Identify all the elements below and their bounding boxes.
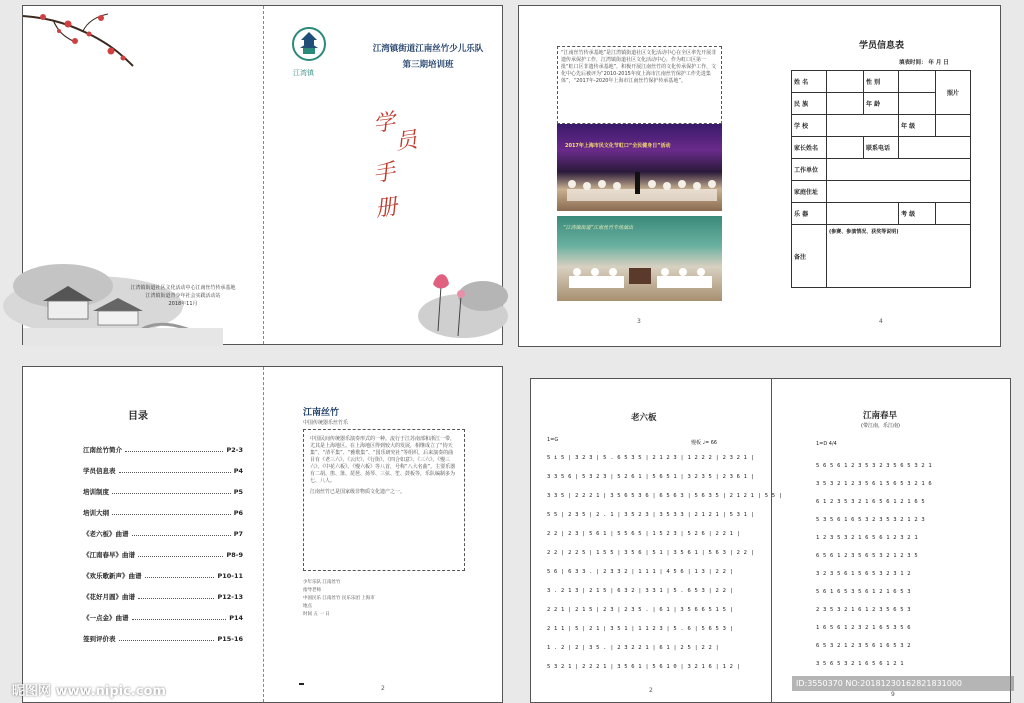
page-number-3: 3	[637, 318, 641, 325]
jiangnan-body: 中国民间传统器乐演奏形式的一种。流行于江苏南部和浙江一带，尤其是上海地区。在上海地区得到较大的发展，相继成立了“钧天集”、“清平集”、“雅歌集”、“国乐研究社”等组织，后来演奏的曲目有《老三六》、《云庆》、《行街》、《四合如意》、《三六》、《慢三六》、《中花六板》、《慢六板》等八首，号称“八大名曲”。主要乐器有二胡、笛、箫、琵琶、扬琴、三弦、笙、鼓板等，乐队编制多为七、八人。	[310, 436, 456, 484]
toc-item-page: P14	[229, 613, 243, 622]
footer-line-5: 时间 五 一 日	[303, 612, 330, 617]
score-line: 3 3 5 | 2 2 2 1 | 3 5 6 5 3 6 | 6 5 6 3 | 5 6 3 5 | 2 1 2 1 | 5 5 |	[547, 493, 783, 499]
toc-item-page: P8-9	[226, 550, 243, 559]
score-chun-subtitle: (带江南，乐江南)	[861, 423, 900, 429]
toc-leader-dots	[112, 510, 231, 515]
fill-time: 填表时间： 年 月 日	[899, 60, 949, 66]
toc-bottom-mark	[299, 683, 304, 685]
toc-leader-dots	[112, 489, 231, 494]
score-line: 6 5 3 2 1 2 3 5 6 1 6 5 3 2	[816, 643, 911, 649]
info-form-title: 学员信息表	[859, 41, 905, 51]
field-contact[interactable]	[899, 137, 971, 159]
toc-item[interactable]	[83, 529, 243, 538]
toc-item-label: 培训大纲	[83, 509, 109, 517]
score-line: 2 2 | 2 3 | 5 6 1 | 5 5 6 5 | 1 5 2 3 | 5 2 6 | 2 2 1 |	[547, 531, 741, 537]
performers	[557, 254, 722, 301]
concert-photo-1-banner: 2017年上海市民文化节虹口“全民健身日”活动	[565, 143, 671, 149]
field-parent-name[interactable]	[827, 137, 864, 159]
score-line: 5 6 | 6 3 3 . | 2 3 3 2 | 1 1 1 | 4 5 6 | 1 3 | 2 2 |	[547, 569, 734, 575]
concert-photo-1	[557, 124, 722, 211]
score-spread	[530, 378, 1011, 703]
page-number-chun: 9	[891, 691, 895, 698]
toc-item[interactable]	[83, 613, 243, 622]
cover-spread	[22, 5, 503, 345]
toc-item-page: P12-13	[217, 592, 243, 601]
toc-item-page: P2-3	[226, 445, 243, 454]
site-watermark: 昵图网 www.nipic.com	[12, 684, 166, 699]
score-line: 5 6 5 6 1 2 3 5 3 2 3 5 6 5 3 2 1	[816, 463, 932, 469]
cover-title-char-1: 学	[371, 109, 397, 138]
page-number-lao: 2	[649, 687, 653, 694]
label-remarks: 备注	[792, 225, 827, 288]
toc-leader-dots	[145, 573, 215, 578]
toc-item-page: P15-16	[217, 634, 243, 643]
cover-header-line1: 江湾镇街道江南丝竹少儿乐队	[372, 44, 484, 54]
label-work-unit: 工作单位	[792, 159, 827, 181]
cover-title-char-4: 册	[373, 194, 399, 223]
score-line: 3 2 3 5 6 1 5 6 5 3 2 3 1 2	[816, 571, 911, 577]
toc-item-page: P10-11	[217, 571, 243, 580]
score-line: 3 . 2 1 3 | 2 1 5 | 6 3 2 | 3 3 1 | 5 . 6 5 3 | 2 2 |	[547, 588, 734, 594]
score-line: 2 3 5 3 2 1 6 1 2 3 5 6 5 3	[816, 607, 911, 613]
toc-item-label: 《江南春早》曲谱	[83, 551, 135, 559]
page-number-4: 4	[879, 318, 883, 325]
toc-item-label: 培训制度	[83, 488, 109, 496]
fold-line	[263, 6, 264, 344]
toc-item-page: P5	[233, 487, 243, 496]
page-number-2: 2	[381, 685, 385, 692]
label-name: 姓 名	[792, 71, 827, 93]
toc-leader-dots	[138, 594, 214, 599]
toc-item-page: P4	[233, 466, 243, 475]
score-line: 2 2 1 | 2 1 5 | 2 3 | 2 3 5 . | 6 1 | 3 5 6 6 5 1 5 |	[547, 607, 734, 613]
toc-item[interactable]	[83, 487, 243, 496]
toc-leader-dots	[138, 552, 223, 557]
toc-leader-dots	[119, 468, 231, 473]
cover-title-char-3: 手	[371, 159, 397, 188]
toc-item-page: P7	[233, 529, 243, 538]
toc-spread	[22, 366, 503, 703]
label-parent-name: 家长姓名	[792, 137, 827, 159]
label-contact: 联系电话	[864, 137, 899, 159]
label-age: 年 龄	[864, 93, 899, 115]
field-grade[interactable]	[936, 115, 971, 137]
id-watermark: ID:3550370 NO:20181230162821831000	[792, 676, 1014, 691]
toc-item[interactable]	[83, 571, 243, 580]
score-line: 1 . 2 | 2 | 3 5 . | 2 3 2 2 1 | 6 1 | 2 5 | 2 2 |	[547, 645, 720, 651]
jiangnan-subtitle: 中国传统器乐丝竹乐	[303, 420, 349, 426]
cover-title-char-2: 员	[393, 127, 419, 156]
score-line: 3 3 5 6 | 5 3 2 3 | 5 2 6 1 | 5 6 5 1 | 3 2 3 5 | 2 3 6 1 |	[547, 474, 755, 480]
footer-line-3: 中国民乐 江南丝竹 民乐乐团 上海市	[303, 596, 375, 601]
label-grade: 年 级	[899, 115, 936, 137]
cover-org-line2: 江湾镇街道青少年社会实践活动站	[145, 293, 221, 299]
student-info-table	[791, 70, 971, 288]
score-line: 1 2 3 5 3 2 1 6 5 6 1 2 3 2 1	[816, 535, 918, 541]
score-line: 5 5 | 2 3 5 | 2 . 1 | 3 5 2 3 | 3 5 3 3 | 2 1 2 1 | 5 3 1 |	[547, 512, 755, 518]
label-gender: 性 别	[864, 71, 899, 93]
footer-line-4: 地点	[303, 604, 312, 609]
label-instrument: 乐 器	[792, 203, 827, 225]
photo-box[interactable]: 照片	[936, 71, 971, 115]
score-line: 3 5 3 2 1 2 3 5 6 1 5 6 5 3 2 1 6	[816, 481, 932, 487]
field-name[interactable]	[827, 71, 864, 93]
toc-item[interactable]	[83, 550, 243, 559]
toc-item[interactable]	[83, 634, 243, 643]
toc-item-page: P6	[233, 508, 243, 517]
field-level[interactable]	[936, 203, 971, 225]
toc-item[interactable]	[83, 592, 243, 601]
score-lao-key: 1=G	[547, 437, 559, 443]
score-chun-intro: 1=D 4/4	[816, 441, 837, 447]
cover-date: 2018年11月	[168, 301, 198, 307]
footer-line-1: 少年乐队 江南丝竹	[303, 580, 341, 585]
field-remarks[interactable]	[827, 225, 971, 288]
label-level: 考 级	[899, 203, 936, 225]
score-line: 2 1 1 | 5 | 2 1 | 3 5 1 | 1 1 2 3 | 5 . 6 | 5 6 5 3 |	[547, 626, 734, 632]
score-line: 5 3 2 1 | 2 2 2 1 | 3 5 6 1 | 5 6 1 0 | 3 2 1 6 | 1 2 |	[547, 664, 741, 670]
toc-item-label: 《花好月圆》曲谱	[83, 593, 135, 601]
toc-item-label: 学员信息表	[83, 467, 116, 475]
concert-photo-2-banner: “江湾镇街道”江南丝竹专场演出	[563, 225, 634, 231]
jiangnan-title: 江南丝竹	[303, 408, 340, 418]
pagoda-logo-icon	[291, 26, 327, 62]
score-line: 3 5 6 5 3 2 1 6 5 6 1 2 1	[816, 661, 904, 667]
field-instrument[interactable]	[827, 203, 899, 225]
toc-item[interactable]	[83, 445, 243, 454]
field-age[interactable]	[899, 93, 936, 115]
field-work-unit[interactable]	[827, 159, 971, 181]
toc-item-label: 签到评价表	[83, 635, 116, 643]
cover-org-line1: 江湾镇街道社区文化活动中心江南丝竹传承基地	[130, 285, 236, 291]
score-line: 5 3 5 6 1 6 5 3 2 3 5 3 2 1 2 3	[816, 517, 925, 523]
toc-item[interactable]	[83, 466, 243, 475]
toc-item-label: 江南丝竹简介	[83, 446, 122, 454]
score-chun-title: 江南春早	[863, 411, 898, 421]
toc-item-label: 《老六板》曲谱	[83, 530, 129, 538]
toc-item-label: 《一点金》曲谱	[83, 614, 129, 622]
score-line: 5 6 1 6 5 3 5 6 1 2 1 6 5 3	[816, 589, 911, 595]
footer-line-2: 指导老师	[303, 588, 321, 593]
score-line: 5 i 5 | 3 2 3 | 5 . 6 5 3 5 | 2 1 2 3 | 1 2 2 2 | 2 3 2 1 |	[547, 455, 755, 461]
spread-divider	[771, 379, 772, 702]
label-school: 学 校	[792, 115, 827, 137]
orchestra-players	[557, 164, 722, 211]
plum-blossom-illustration	[23, 6, 143, 76]
score-line: 2 2 | 2 2 5 | 1 5 5 | 3 5 6 | 5 1 | 3 5 6 1 | 5 6 3 | 2 2 |	[547, 550, 755, 556]
toc-leader-dots	[132, 531, 231, 536]
field-school[interactable]	[827, 115, 899, 137]
jiangnan-text-box	[303, 429, 465, 571]
fold-line	[263, 367, 264, 702]
concert-photo-2	[557, 216, 722, 301]
field-address[interactable]	[827, 181, 971, 203]
logo-text: 江湾镇	[293, 69, 314, 77]
intro-text: “江南丝竹传承基地”是江湾镇街道社区文化活动中心在全区率先开展非遗传承保护工作，江湾镇街道社区文化活动中心，作为虹口区第一批“虹口区非遗传承基地”，积极开展江南丝竹的文化传承保护工作，文化中心先后被评为“2010-2015年度上海市江南丝竹保护工作先进集体”，“2017年-2020年上海市江南丝竹保护传承基地”。	[561, 50, 717, 84]
cover-header-line2: 第三期培训班	[402, 60, 454, 70]
score-lao-tempo: 慢板 ♩= 66	[691, 440, 718, 446]
toc-leader-dots	[125, 447, 223, 452]
remarks-hint: (参赛、参演情况、获奖等说明)	[829, 229, 899, 235]
field-ethnicity[interactable]	[827, 93, 864, 115]
label-ethnicity: 民 族	[792, 93, 827, 115]
toc-item-label: 《欢乐歌新声》曲谱	[83, 572, 142, 580]
score-line: 6 1 2 3 5 3 2 1 6 5 6 1 2 1 6 5	[816, 499, 925, 505]
label-address: 家庭住址	[792, 181, 827, 203]
jiangnan-body-2: 江南丝竹已是国家级非物质文化遗产之一。	[310, 489, 406, 495]
toc-leader-dots	[132, 615, 227, 620]
toc-title: 目录	[128, 411, 148, 422]
field-gender[interactable]	[899, 71, 936, 93]
intro-text-box	[557, 46, 722, 124]
lotus-illustration	[403, 256, 504, 346]
info-spread	[518, 5, 1001, 347]
score-line: 6 5 6 1 2 3 5 6 5 3 2 1 2 3 5	[816, 553, 918, 559]
toc-leader-dots	[119, 636, 215, 641]
score-lao-title: 老六板	[631, 413, 657, 423]
score-line: 1 6 5 6 1 2 3 2 1 6 5 3 5 6	[816, 625, 911, 631]
toc-item[interactable]	[83, 508, 243, 517]
